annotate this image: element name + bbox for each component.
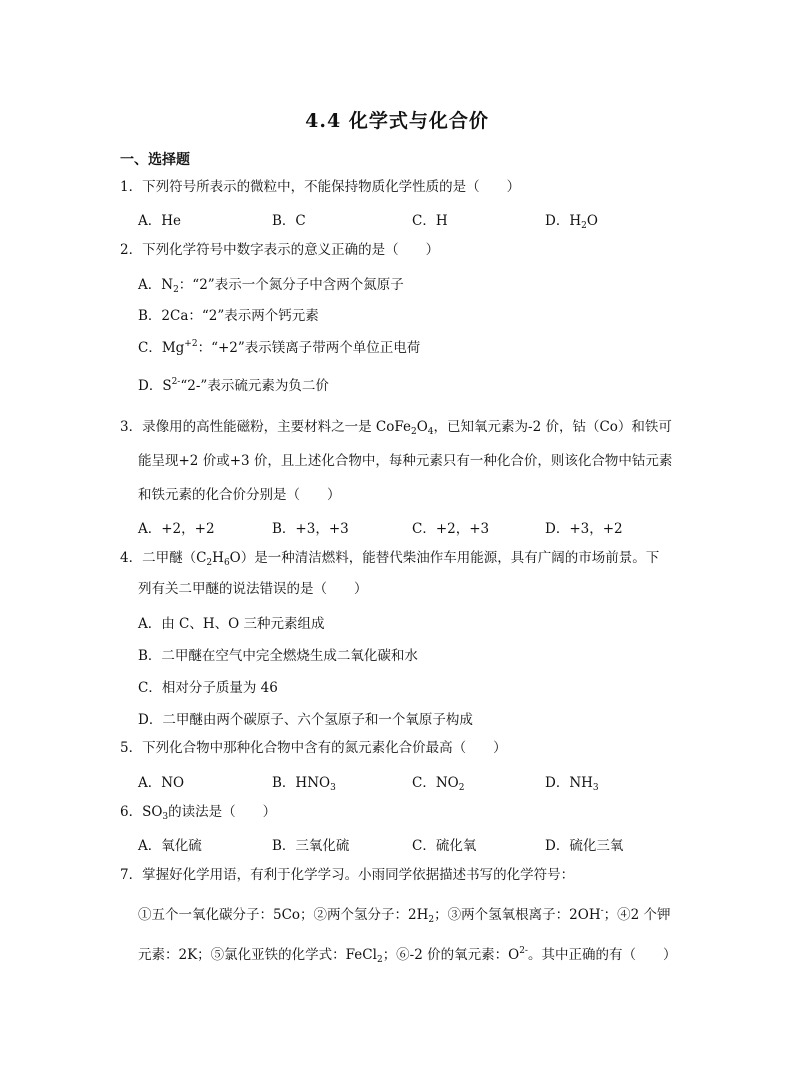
question-1-option-b: B．C bbox=[272, 213, 306, 229]
question-1-stem: 1．下列符号所表示的微粒中，不能保持物质化学性质的是（ ） bbox=[120, 179, 521, 195]
question-4-option-d: D．二甲醚由两个碳原子、六个氢原子和一个氧原子构成 bbox=[138, 712, 473, 728]
question-2-stem: 2．下列化学符号中数字表示的意义正确的是（ ） bbox=[120, 242, 440, 258]
page-title: 4.4 化学式与化合价 bbox=[305, 110, 489, 132]
question-4-line-1: 4．二甲醚$(C_2H_6O)$是一种清洁燃料，能替代柴油作车用能源，具有广阔的市场前景。下 bbox=[120, 550, 660, 568]
question-3-option-a: A．+2，+2 bbox=[138, 521, 215, 537]
question-2-option-d: D．$S^{2-}“2-$”表示硫元素为负二价 bbox=[138, 377, 329, 394]
question-6-option-b: B．三氧化硫 bbox=[272, 838, 350, 854]
section-heading: 一、选择题 bbox=[120, 152, 190, 168]
question-1-option-d: D．$H_2O$ bbox=[545, 213, 598, 231]
question-6-option-d: D．硫化三氧 bbox=[545, 838, 624, 854]
question-5-option-b: B．$HNO_3$ bbox=[272, 775, 336, 793]
question-1-option-a: A．He bbox=[138, 213, 182, 229]
question-7-line-1: 7．掌握好化学用语，有利于化学学习。小雨同学依据描述书写的化学符号： bbox=[120, 867, 575, 883]
question-5-option-d: D．$NH_3$ bbox=[545, 775, 599, 793]
question-2-option-a: A．$N_2$：“2”表示一个氮分子中含两个氮原子 bbox=[138, 277, 404, 295]
question-3-line-3: 和铁元素的化合价分别是（ ） bbox=[138, 487, 341, 503]
question-6-stem: 6．$SO_3$的读法是（ ） bbox=[120, 804, 277, 822]
question-5-option-c: C．$NO_2$ bbox=[412, 775, 465, 793]
question-5-stem: 5．下列化合物中那种化合物中含有的氮元素化合价最高（ ） bbox=[120, 740, 507, 756]
question-4-line-2: 列有关二甲醚的说法错误的是（ ） bbox=[138, 581, 368, 597]
question-3-line-1: 3．录像用的高性能磁粉，主要材料之一是 $CoFe_2O_4$，已知氧元素为-2 价，钴（Co）和铁可 bbox=[120, 419, 672, 437]
question-5-option-a: A．NO bbox=[138, 775, 185, 791]
question-6-option-c: C．硫化氧 bbox=[412, 838, 477, 854]
question-3-option-b: B．+3，+3 bbox=[272, 521, 349, 537]
question-7-line-2: ①五个一氧化碳分子：5Co；②两个氢分子：$2H_2$；③两个氢氧根离子：2OH-；④2 个钾 bbox=[138, 906, 671, 925]
question-1-option-c: C．H bbox=[412, 213, 448, 229]
question-4-option-b: B．二甲醚在空气中完全燃烧生成二氧化碳和水 bbox=[138, 648, 418, 664]
question-2-option-c: C．$Mg^{+2}$：“+2”表示镁离子带两个单位正电荷 bbox=[138, 339, 421, 356]
question-3-option-c: C．+2，+3 bbox=[412, 521, 490, 537]
question-3-option-d: D．+3，+2 bbox=[545, 521, 623, 537]
question-7-line-3: 元素：2K；⑤氯化亚铁的化学式：FeCl$_2$；⑥-2 价的氧元素：$O^{2-}$。其中正确的有（ ） bbox=[138, 946, 677, 965]
question-4-option-a: A．由 C、H、O 三种元素组成 bbox=[138, 616, 325, 632]
question-3-line-2: 能呈现+2 价或+3 价，且上述化合物中，每种元素只有一种化合价，则该化合物中钴元素 bbox=[138, 453, 673, 469]
question-4-option-c: C．相对分子质量为 46 bbox=[138, 680, 278, 696]
question-2-option-b: B．2Ca：“2”表示两个钙元素 bbox=[138, 308, 319, 324]
question-6-option-a: A．氧化硫 bbox=[138, 838, 202, 854]
